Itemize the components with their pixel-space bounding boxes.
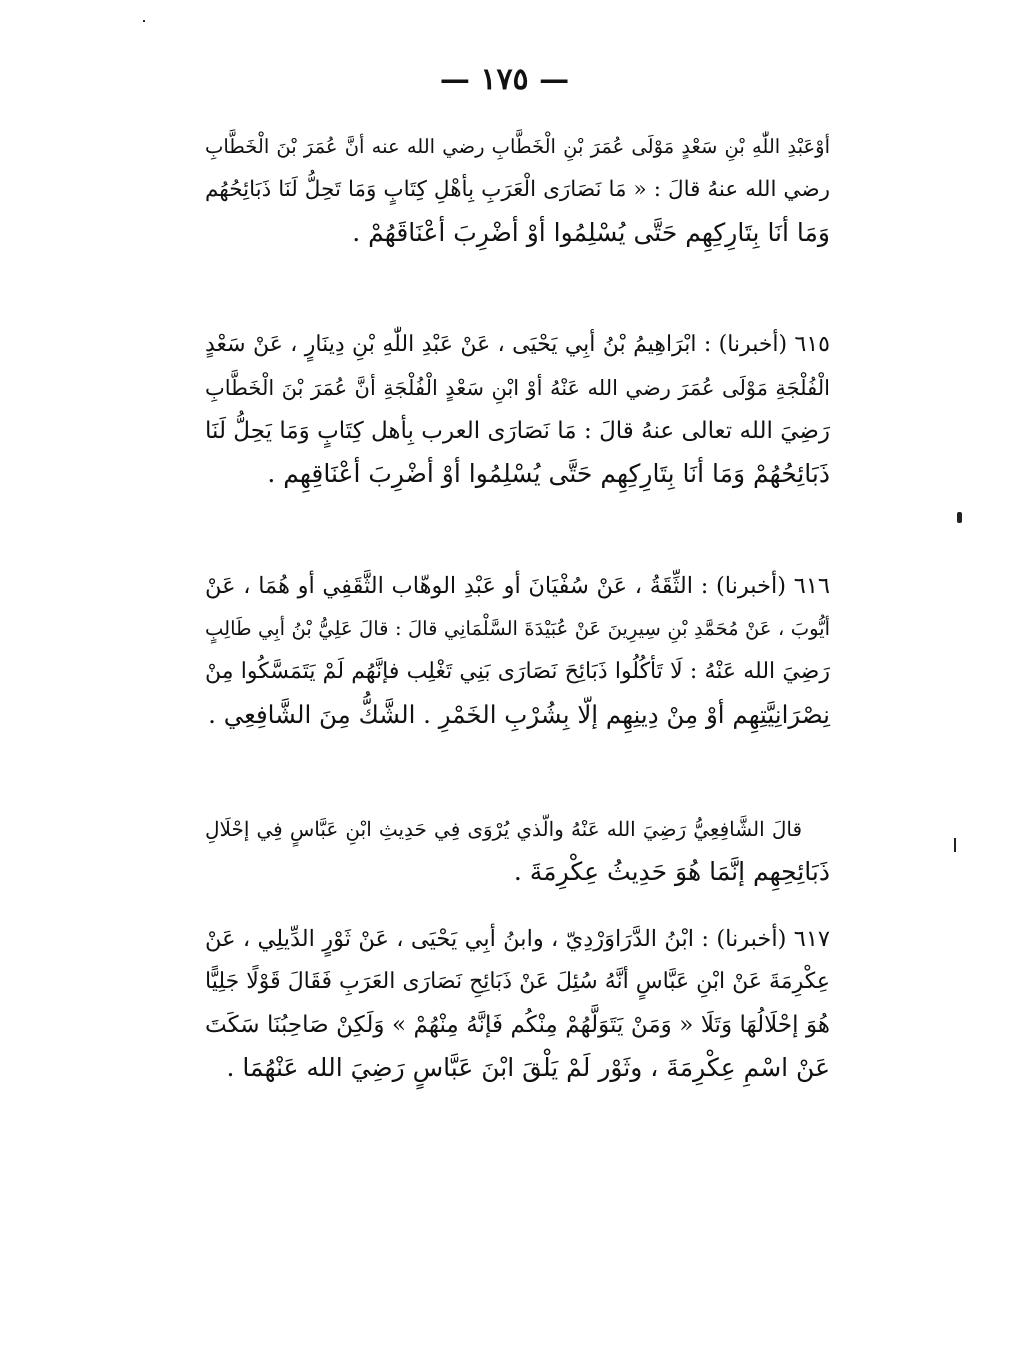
text-line: نِصْرَانِيَّتِهِم أوْ مِنْ دِينِهِم إلّا بِشُرْبِ الخَمْرِ . الشَّكُّ مِنَ الشَّافِعِي . — [208, 700, 830, 729]
page-number: — ١٧٥ — — [439, 62, 570, 97]
paragraph-shafii-comment — [205, 808, 830, 894]
margin-tick — [954, 838, 956, 852]
text-line: الْفُلْجَةِ مَوْلَى عُمَرَ رضي الله عَنْهُ أوْ ابْنِ سَعْدٍ الْفُلْجَةِ أنَّ عُمَرَ بْنَ الْخَطَّابِ — [205, 376, 830, 400]
text-line: ٦١٦ (أخبرنا) : الثِّقَةُ ، عَنْ سُفْيَانَ أو عَبْدِ الوهّاب الثَّقَفِي أو هُمَا ، عَنْ — [205, 573, 830, 599]
text-line: ٦١٧ (أخبرنا) : ابْنُ الدَّرَاوَرْدِيّ ، وابنُ أبِي يَحْيَى ، عَنْ ثَوْرٍ الدِّيلِي ، عَنْ — [205, 926, 830, 952]
text-line: ذَبَائِحِهِم إنَّمَا هُوَ حَدِيثُ عِكْرِمَةَ . — [513, 857, 830, 886]
text-line: أيُّوبَ ، عَنْ مُحَمَّدِ بْنِ سِيرِينَ عَنْ عُبَيْدَةَ السَّلْمَانِي قالَ : قالَ عَلِيُّ بْنُ أبِي طَالِبٍ — [205, 617, 830, 640]
text-line: ذَبَائِحُهُمْ وَمَا أنَا بِتَارِكِهِم حَتَّى يُسْلِمُوا أوْ أضْرِبَ أعْنَاقِهِم . — [267, 459, 830, 488]
text-line: عِكْرِمَةَ عَنْ ابْنِ عَبَّاسٍ أنَّهُ سُئِلَ عَنْ ذَبَائِحِ نَصَارَى العَرَبِ فَقَالَ قَوْلًا جَلِيًّا — [205, 969, 830, 994]
text-line: أوْعَبْدِ اللّٰهِ بْنِ سَعْدٍ مَوْلَى عُمَرَ بْنِ الْخَطَّابِ رضي الله عنه أنَّ عُمَرَ بْنَ الْخَطَّابِ — [205, 135, 830, 158]
paragraph-615 — [205, 324, 830, 496]
scan-speck — [143, 20, 145, 22]
paragraph-617 — [205, 918, 830, 1090]
text-line: رَضِيَ الله تعالى عنهُ قالَ : مَا نَصَارَى العرب بِأهل كِتَابٍ وَمَا يَحِلُّ لَنَا — [205, 418, 830, 444]
text-line: رضي الله عنهُ قالَ : « مَا نَصَارَى الْعَرَبِ بِأهْلِ كِتَابٍ وَمَا تَحِلُّ لَنَا ذَبَائِحُهُم — [205, 177, 830, 202]
text-line: قالَ الشَّافِعِيُّ رَضِيَ الله عَنْهُ والّذي يُرْوَى فِي حَدِيثِ ابْنِ عَبَّاسٍ فِي إحْلَالِ — [205, 817, 802, 841]
paragraph-1 — [205, 126, 830, 255]
margin-mark — [957, 512, 962, 523]
text-line: رَضِيَ الله عَنْهُ : لَا تَأكُلُوا ذَبَائِحَ نَصَارَى بَنِي تَغْلِب فإنَّهُم لَمْ يَتَمَسَّكُوا مِنْ — [205, 659, 830, 684]
paragraph-616 — [205, 565, 830, 737]
text-line: هُوَ إحْلَالُهَا وَتَلَا « وَمَنْ يَتَوَلَّهُمْ مِنْكُم فَإنَّهُ مِنْهُمْ » وَلَكِنْ صَاحِبُنَا سَكَتَ — [205, 1012, 830, 1038]
text-line: ٦١٥ (أخبرنا) : ابْرَاهِيمُ بْنُ أبِي يَحْيَى ، عَنْ عَبْدِ اللّٰهِ بْنِ دِينَارٍ ، عَنْ سَعْدٍ — [205, 332, 830, 357]
text-line: عَنْ اسْمِ عِكْرِمَةَ ، وثَوْر لَمْ يَلْقَ ابْنَ عَبَّاسٍ رَضِيَ الله عَنْهُمَا . — [226, 1053, 830, 1082]
text-line: وَمَا أنَا بِتَارِكِهِم حَتَّى يُسْلِمُوا أوْ أضْرِبَ أعْنَاقَهُمْ . — [352, 218, 830, 247]
